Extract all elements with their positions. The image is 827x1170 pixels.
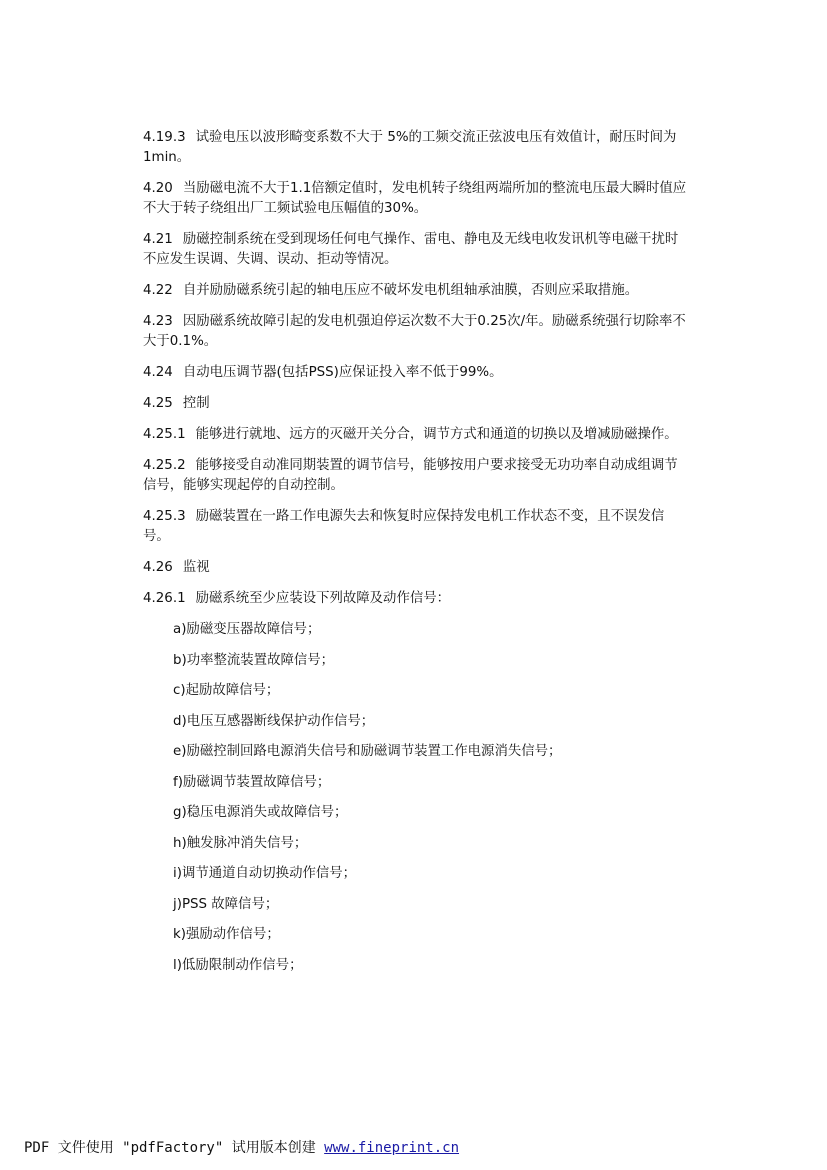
list-item: k)强励动作信号； xyxy=(173,927,280,942)
document-body xyxy=(143,128,688,986)
paragraph-4-24 xyxy=(143,363,688,383)
footer-text: PDF 文件使用 "pdfFactory" 试用版本创建 xyxy=(24,1140,325,1156)
clause-number: 4.25.2 xyxy=(143,458,186,473)
clause-number: 4.22 xyxy=(143,283,173,298)
clause-text: 励磁装置在一路工作电源失去和恢复时应保持发电机工作状态不变，且不误发信号。 xyxy=(143,509,665,544)
list-item: h)触发脉冲消失信号； xyxy=(173,835,308,851)
paragraph-4-25-1 xyxy=(143,425,688,445)
clause-text: 能够进行就地、远方的灭磁开关分合，调节方式和通道的切换以及增减励磁操作。 xyxy=(195,427,678,442)
paragraph-4-25-2 xyxy=(143,456,688,496)
section-heading: 控制 xyxy=(182,396,210,411)
heading-4-26 xyxy=(143,558,688,578)
pdf-footer xyxy=(24,1137,459,1157)
list-item: b)功率整流装置故障信号； xyxy=(173,652,335,668)
clause-text: 因励磁系统故障引起的发电机强迫停运次数不大于0.25次/年。励磁系统强行切除率不大于0.1%。 xyxy=(143,314,686,349)
paragraph-4-21 xyxy=(143,230,688,270)
clause-number: 4.25.3 xyxy=(143,509,186,524)
clause-number: 4.20 xyxy=(143,181,173,196)
list-item: i)调节通道自动切换动作信号； xyxy=(173,866,357,881)
paragraph-4-22 xyxy=(143,281,688,301)
section-heading: 监视 xyxy=(182,560,210,575)
clause-text: 能够接受自动准同期装置的调节信号，能够按用户要求接受无功功率自动成组调节信号，能够实现起停的自动控制。 xyxy=(143,458,678,493)
clause-number: 4.26.1 xyxy=(143,591,186,606)
clause-number: 4.25 xyxy=(143,396,173,411)
list-item: c)起励故障信号； xyxy=(173,683,280,698)
list-item: a)励磁变压器故障信号； xyxy=(173,622,321,637)
clause-text: 自并励励磁系统引起的轴电压应不破坏发电机组轴承油膜，否则应采取措施。 xyxy=(182,283,639,298)
clause-number: 4.23 xyxy=(143,314,173,329)
list-item: l)低励限制动作信号； xyxy=(173,957,303,973)
list-item: g)稳压电源消失或故障信号； xyxy=(173,805,348,820)
clause-text: 励磁控制系统在受到现场任何电气操作、雷电、静电及无线电收发讯机等电磁干扰时不应发生误调、失调、误动、拒动等情况。 xyxy=(143,232,679,267)
list-item: e)励磁控制回路电源消失信号和励磁调节装置工作电源消失信号； xyxy=(173,744,562,759)
clause-number: 4.25.1 xyxy=(143,427,186,442)
clause-text: 自动电压调节器(包括PSS)应保证投入率不低于99%。 xyxy=(182,365,503,380)
clause-text: 试验电压以波形畸变系数不大于 5%的工频交流正弦波电压有效值计，耐压时间为 1min。 xyxy=(143,130,677,165)
clause-number: 4.24 xyxy=(143,365,173,380)
footer-link[interactable]: www.fineprint.cn xyxy=(324,1140,460,1156)
signal-list xyxy=(143,620,688,976)
paragraph-4-19-3 xyxy=(143,128,688,168)
clause-number: 4.26 xyxy=(143,560,173,575)
paragraph-4-20 xyxy=(143,179,688,219)
paragraph-4-26-1 xyxy=(143,589,688,609)
paragraph-4-23 xyxy=(143,312,688,352)
clause-text: 当励磁电流不大于1.1倍额定值时，发电机转子绕组两端所加的整流电压最大瞬时值应不大于转子绕组出厂工频试验电压幅值的30%。 xyxy=(143,181,687,216)
clause-number: 4.21 xyxy=(143,232,173,247)
list-item: j)PSS 故障信号； xyxy=(173,896,279,912)
list-item: d)电压互感器断线保护动作信号； xyxy=(173,713,375,729)
heading-4-25 xyxy=(143,394,688,414)
list-item: f)励磁调节装置故障信号； xyxy=(173,774,331,790)
paragraph-4-25-3 xyxy=(143,507,688,547)
clause-number: 4.19.3 xyxy=(143,130,186,145)
clause-text: 励磁系统至少应装设下列故障及动作信号： xyxy=(195,591,451,606)
